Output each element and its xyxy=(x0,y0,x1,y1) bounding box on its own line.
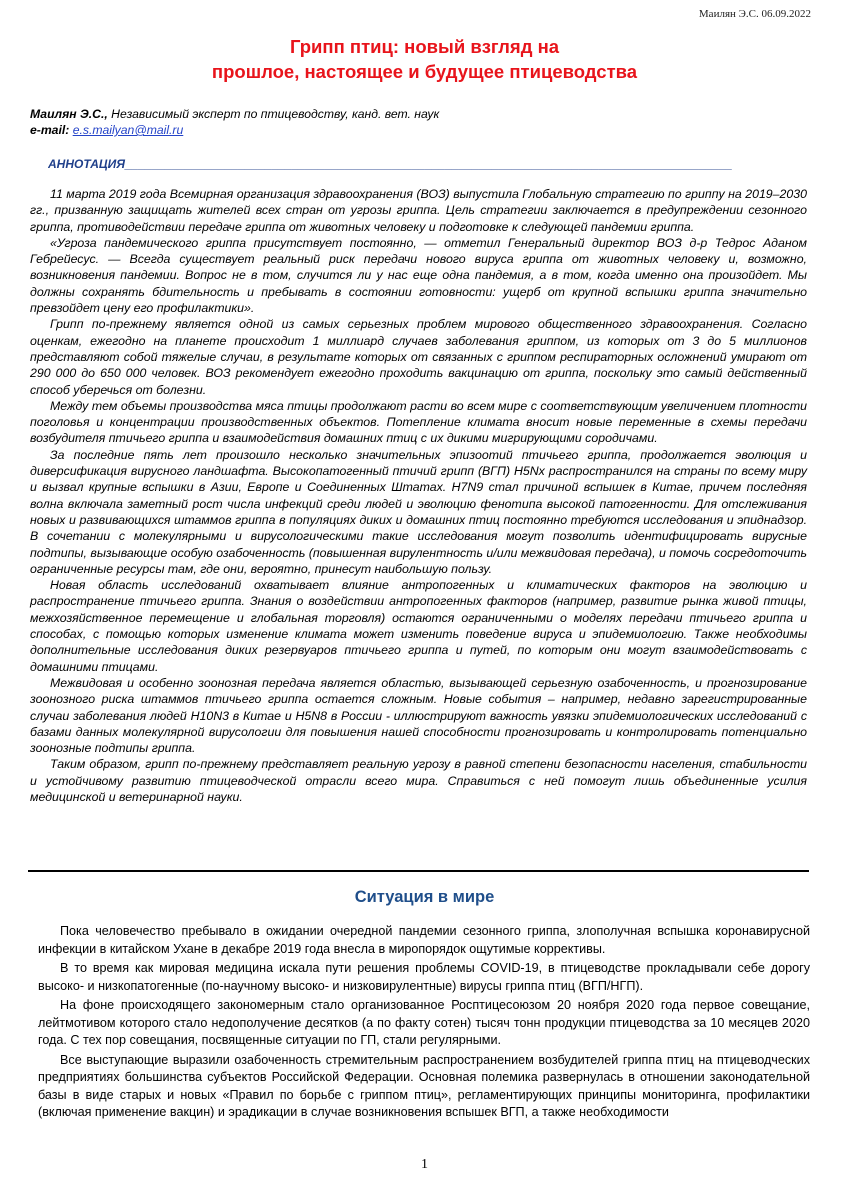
annotation-paragraph: Грипп по-прежнему является одной из самых серьезных проблем мирового общественного здравоохранения. Согласно оценкам, ежегодно на планете происходит 1 миллиард случаев заболевания гриппом, из которых от 3 до 5 миллионов представляют собой тяжелые случаи, в результате которых от связанных с гриппом респираторных осложнений умирают от 290 000 до 650 000 человек. ВОЗ рекомендует ежегодно проходить вакцинацию от гриппа, поскольку это самый действенный способ уберечься от болезни. xyxy=(30,317,807,397)
annotation-paragraph: Новая область исследований охватывает влияние антропогенных и климатических факторов на эволюцию и распространение птичьего гриппа. Знания о воздействии антропогенных факторов (например, развитие рынка живой птицы, межхозяйственное перемещение и глобальная торговля) остаются ограниченными о моделях передачи птичьего гриппа и способах, с помощью которых изменение климата может изменить поведение вируса и эпидемиологию. Также необходимы дополнительные исследования диких резервуаров птичьего гриппа и путей, по которым они могут взаимодействовать с домашними птицами. xyxy=(30,578,807,674)
author-block xyxy=(30,106,439,138)
title-line-1: Грипп птиц: новый взгляд на xyxy=(289,36,560,57)
body-paragraph: Все выступающие выразили озабоченность стремительным распространением возбудителей гриппа птиц на птицеводческих предприятиях большинства субъектов Российской Федерации. Основная полемика развернулась в отношении законодательной базы в виде старых и новых «Правил по борьбе с гриппом птиц», регламентирующих принципы мониторинга, профилактики (включая применение вакцин) и эрадикации в случае возникновения вспышек ВГП, а также необходимости xyxy=(38,1052,810,1119)
section-title: Ситуация в мире xyxy=(354,888,495,906)
email-label: e-mail: xyxy=(30,123,70,137)
body-paragraph: Пока человечество пребывало в ожидании очередной пандемии сезонного гриппа, злополучная вспышка коронавирусной инфекции в китайском Ухане в декабре 2019 года внесла в миропорядок ощутимые коррективы. xyxy=(38,924,810,956)
header-meta: Маилян Э.С. 06.09.2022 xyxy=(698,8,811,20)
author-name: Маилян Э.С., xyxy=(30,107,108,121)
email-line xyxy=(30,122,439,138)
annotation-paragraph: За последние пять лет произошло несколько значительных эпизоотий птичьего гриппа, продолжается эволюция и диверсификация вирусного ландшафта. Высокопатогенный птичий грипп (ВГП) H5Nx распространился на страны по всему миру и вызвал крупные вспышки в Азии, Европе и Соединенных Штатах. H7N9 стал причиной вспышек в Китае, причем последняя волна включала заметный рост числа инфекций среди людей и эволюцию фенотипа высокой патогенности. Для отслеживания новых и развивающихся штаммов гриппа в популяциях диких и домашних птиц постоянно требуются исследования и эпиднадзор. В сочетании с молекулярными и вирусологическими такие исследования могут позволить идентифицировать вирусные подтипы, вызывающие особую озабоченность (повышенная вирулентность и/или межвидовая передача), и помочь сосредоточить ограниченные ресурсы там, где они, вероятно, принесут наибольшую пользу. xyxy=(30,447,807,576)
annotation-paragraph: Межвидовая и особенно зоонозная передача является областью, вызывающей серьезную озабоченность, и прогнозирование зоонозного риска штаммов птичьего гриппа остается сложным. Новые события – например, недавно зарегистрированные случаи заболевания людей H10N3 в Китае и H5N8 в России - иллюстрируют важность увязки эпидемиологических исследований с базами данных молекулярной вирусологии для повышения нашей способности прогнозировать и контролировать потенциально зоонозные подтипы гриппа. xyxy=(30,675,807,756)
annotation-paragraph: «Угроза пандемического гриппа присутствует постоянно, — отметил Генеральный директор ВОЗ д-р Тедрос Аданом Гебрейесус. — Всегда существует реальный риск передачи нового вируса гриппа от животных человеку и, возможно, возникновения пандемии. Вопрос не в том, случится ли у нас еще одна пандемия, а в том, когда именно она произойдет. Мы должны сохранять бдительность и пребывать в состоянии готовности: ущерб от крупной вспышки гриппа значительно превзойдет цену его профилактики». xyxy=(30,235,807,316)
body-paragraph: В то время как мировая медицина искала пути решения проблемы COVID-19, в птицеводстве прокладывали себе дорогу высоко- и низкопатогенные (по-научному высоко- и низковирулентные) вирусы гриппа птиц (ВГП/НГП). xyxy=(38,961,810,993)
author-affiliation: Независимый эксперт по птицеводству, канд. вет. наук xyxy=(111,107,440,121)
section-body xyxy=(38,923,810,1124)
title-line-2: прошлое, настоящее и будущее птицеводства xyxy=(211,61,638,82)
annotation-body xyxy=(30,186,807,805)
annotation-heading: АННОТАЦИЯ___________________________________________________________________________________________ xyxy=(48,157,733,171)
body-paragraph: На фоне происходящего закономерным стало организованное Росптицесоюзом 20 ноября 2020 года первое совещание, лейтмотивом которого стало недополучение десятков (а по факту сотен) тысяч тонн продукции птицеводства за 10 месяцев 2020 года. С тех пор совещания, посвященные ситуации по ГП, стали регулярными. xyxy=(38,998,810,1047)
page-number: 1 xyxy=(421,1157,428,1172)
email-link[interactable]: e.s.mailyan@mail.ru xyxy=(72,123,184,137)
annotation-paragraph: Между тем объемы производства мяса птицы продолжают расти во всем мире с соответствующим увеличением плотности поголовья и концентрации производственных объектов. Потепление климата вносит новые переменные в схемы передачи возбудителя птичьего гриппа и взаимодействия домашних птиц с их дикими мигрирующими сородичами. xyxy=(30,398,807,446)
annotation-paragraph: 11 марта 2019 года Всемирная организация здравоохранения (ВОЗ) выпустила Глобальную стратегию по гриппу на 2019–2030 гг., призванную защищать жителей всех стран от угрозы гриппа. Цель стратегии заключается в предупреждении сезонного гриппа, противодействии передаче гриппа от животных человеку и подготовке к следующей пандемии гриппа. xyxy=(30,187,807,234)
annotation-paragraph: Таким образом, грипп по-прежнему представляет реальную угрозу в равной степени безопасности населения, стабильности и устойчивому развитию птицеводческой отрасли всего мира. Справиться с ней помогут лишь объединенные усилия медицинской и ветеринарной науки. xyxy=(30,757,807,804)
author-line xyxy=(30,106,439,122)
document-title xyxy=(0,34,849,84)
